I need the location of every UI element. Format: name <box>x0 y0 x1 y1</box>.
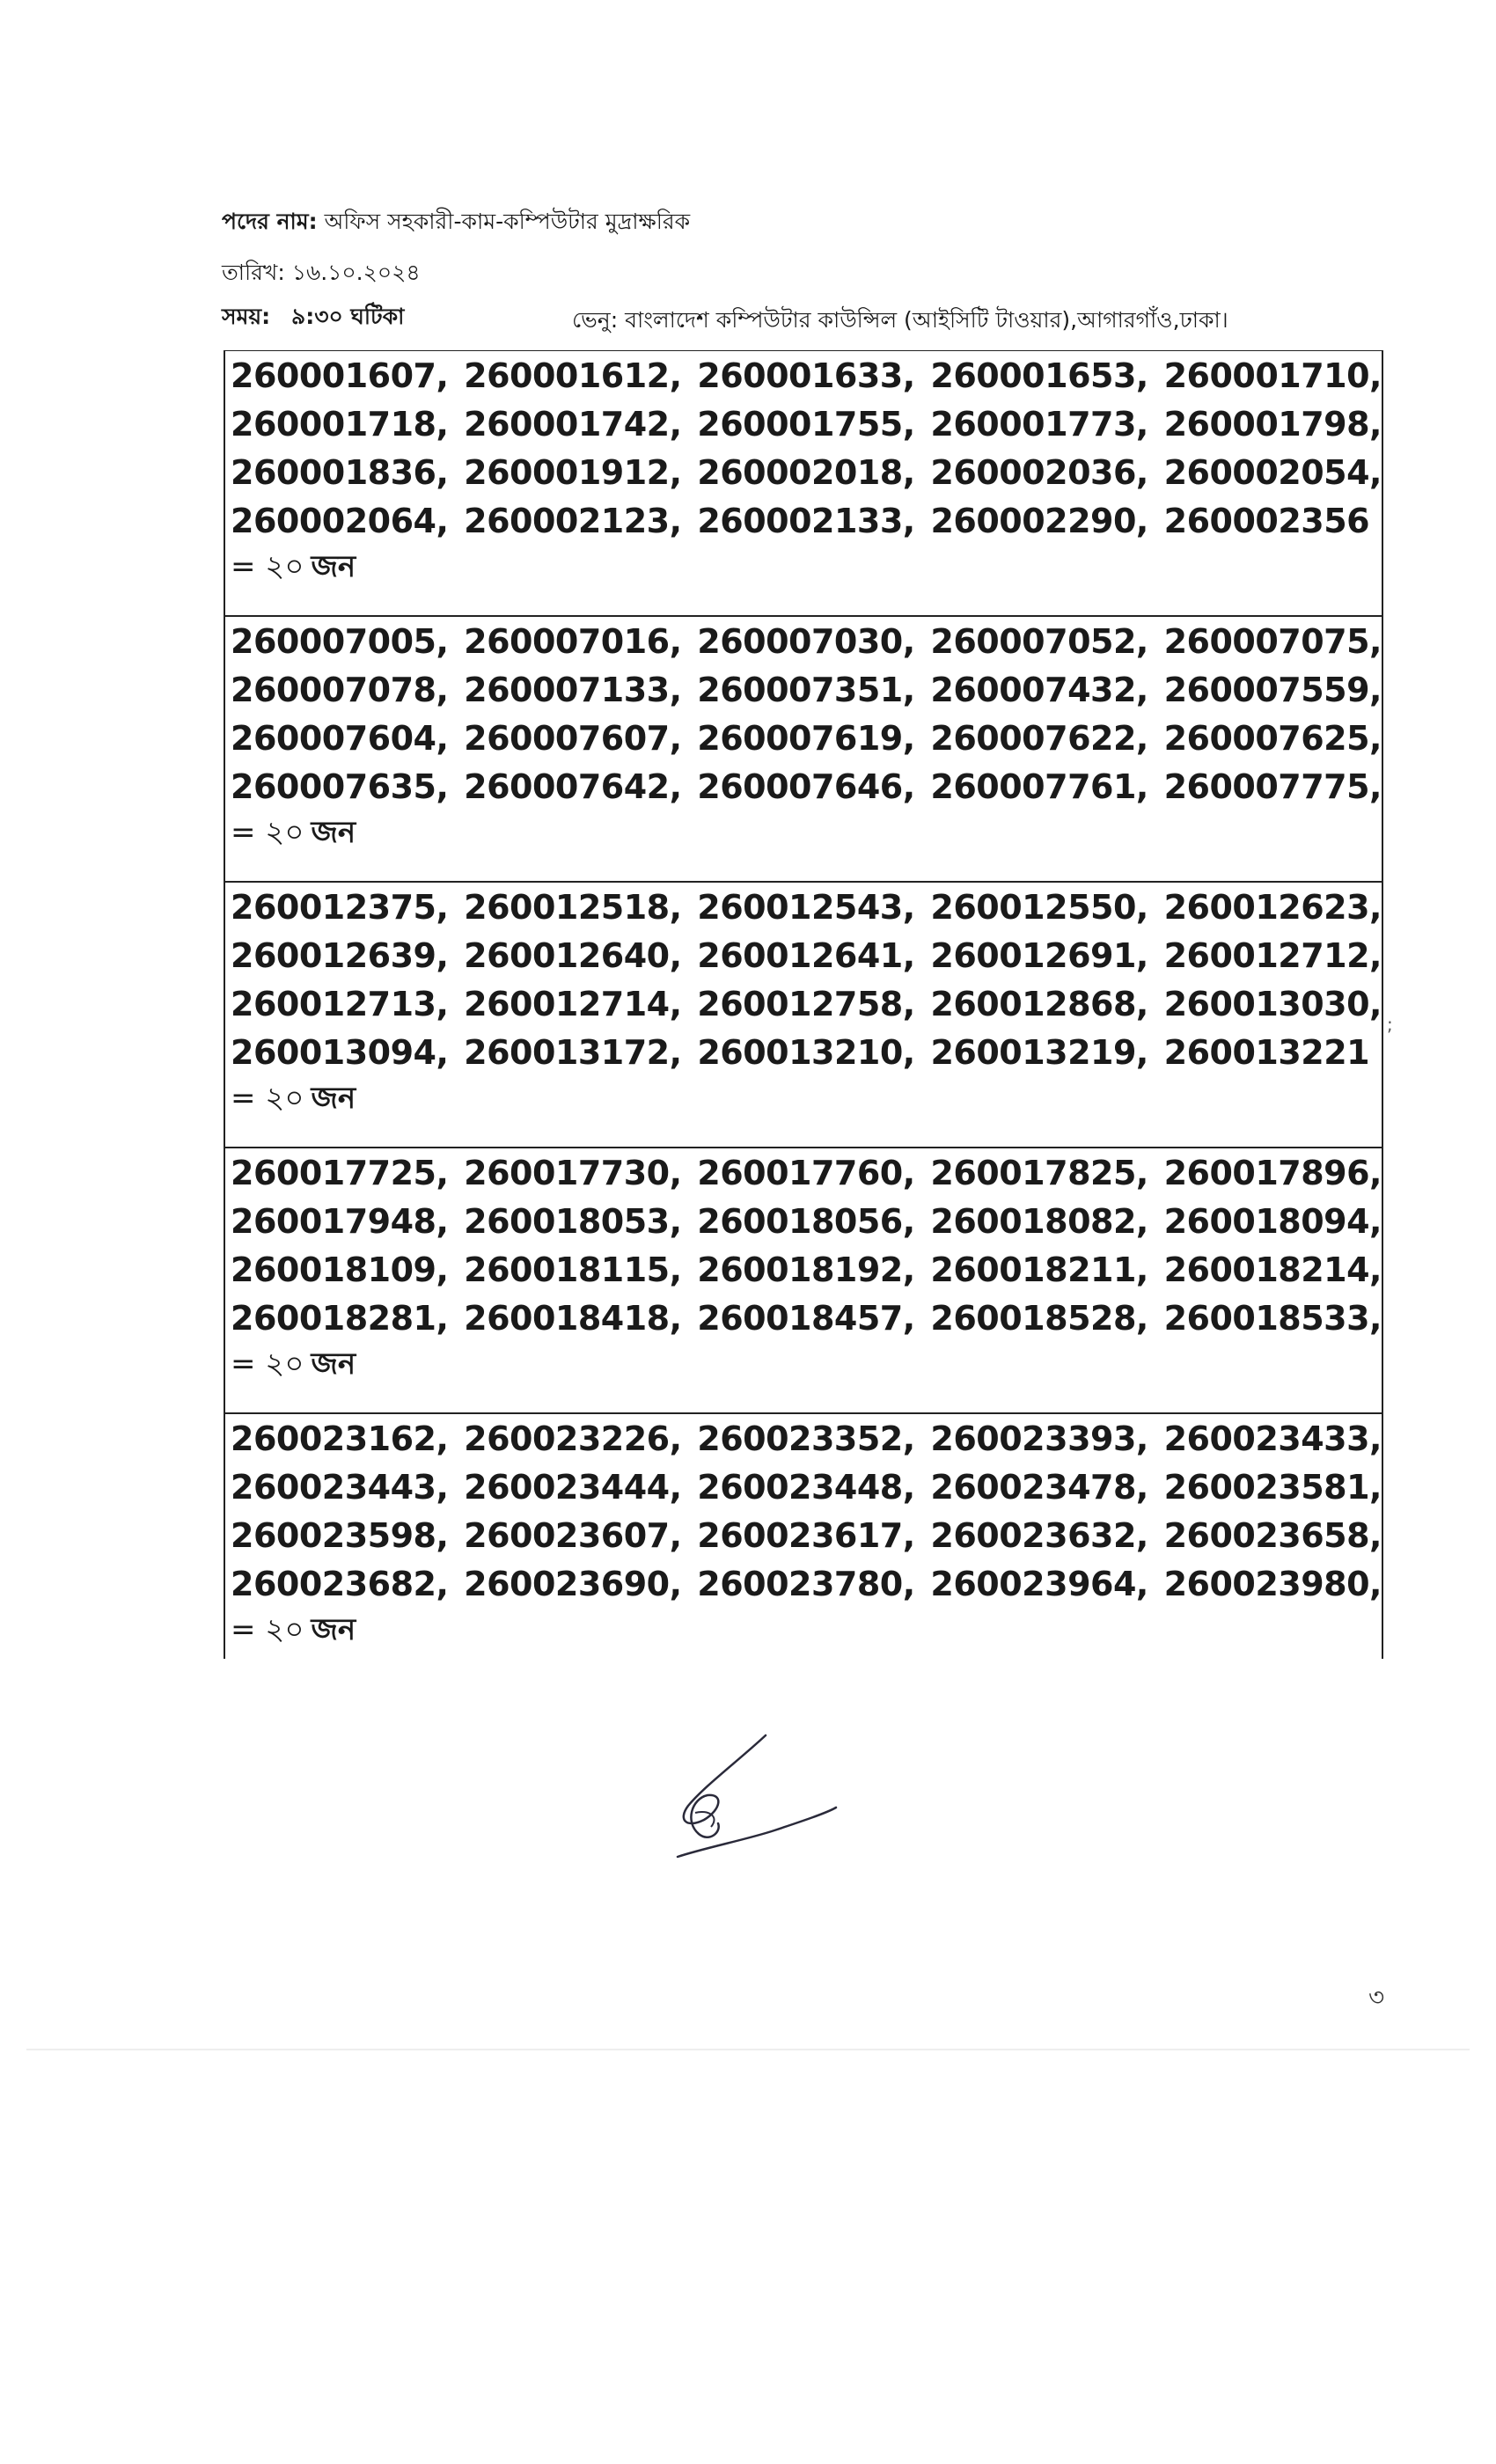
count-unit: জন <box>311 815 356 850</box>
roll-number-cell: 260002064, <box>231 501 449 540</box>
roll-number-cell: 260018211, <box>930 1250 1148 1289</box>
roll-number-cell: 260007642, <box>464 766 682 806</box>
roll-number-cell: 260012641, <box>697 935 915 975</box>
roll-number-cell: 260023444, <box>464 1467 682 1507</box>
roll-row <box>231 762 1382 810</box>
roll-number-cell: 260007005, <box>231 621 449 661</box>
roll-number-cell: 260017760, <box>697 1153 915 1192</box>
roll-number-cell: 260013172, <box>464 1032 682 1072</box>
roll-number-cell: 260007030, <box>697 621 915 661</box>
count-value: = ২০ <box>231 549 304 584</box>
roll-row <box>231 448 1382 496</box>
count-unit: জন <box>311 1346 356 1382</box>
date-line <box>222 255 421 293</box>
roll-number-cell: 260007016, <box>464 621 682 661</box>
roll-number-cell: 260002036, <box>930 452 1148 492</box>
post-value: অফিস সহকারী-কাম-কম্পিউটার মুদ্রাক্ষরিক <box>324 209 691 234</box>
roll-block <box>225 351 1382 617</box>
scan-edge-line <box>26 2049 1470 2050</box>
roll-number-cell: 260017948, <box>231 1201 449 1241</box>
count-unit: জন <box>311 1081 356 1116</box>
roll-number-cell: 260023780, <box>697 1564 915 1603</box>
roll-number-cell: 260023617, <box>697 1515 915 1555</box>
roll-number-cell: 260018192, <box>697 1250 915 1289</box>
roll-number-cell: 260001710, <box>1163 356 1382 395</box>
count-value: = ২০ <box>231 1346 304 1382</box>
roll-number-cell: 260018418, <box>464 1298 682 1338</box>
roll-number-cell: 260007559, <box>1163 670 1382 709</box>
roll-number-cell: 260013030, <box>1163 984 1382 1023</box>
roll-number-cell: 260012758, <box>697 984 915 1023</box>
roll-row <box>231 931 1382 979</box>
roll-number-cell: 260007052, <box>930 621 1148 661</box>
roll-row <box>231 1028 1382 1076</box>
post-line <box>222 204 690 242</box>
roll-number-cell: 260013219, <box>930 1032 1148 1072</box>
roll-number-cell: 260012543, <box>697 887 915 927</box>
roll-number-cell: 260012375, <box>231 887 449 927</box>
roll-number-cell: 260018115, <box>464 1250 682 1289</box>
roll-row <box>231 1414 1382 1463</box>
roll-number-cell: 260023682, <box>231 1564 449 1603</box>
roll-number-cell: 260007761, <box>930 766 1148 806</box>
roll-row <box>231 665 1382 714</box>
roll-number-cell: 260013221 <box>1163 1032 1370 1072</box>
roll-number-cell: 260002290, <box>930 501 1148 540</box>
roll-number-cell: 260007604, <box>231 718 449 758</box>
roll-number-cell: 260023433, <box>1163 1419 1382 1458</box>
count-value: = ২০ <box>231 1081 304 1116</box>
roll-number-cell: 260012550, <box>930 887 1148 927</box>
roll-number-cell: 260001653, <box>930 356 1148 395</box>
block-count <box>231 810 1382 859</box>
roll-number-cell: 260012518, <box>464 887 682 927</box>
roll-number-cell: 260007075, <box>1163 621 1382 661</box>
roll-number-cell: 260017730, <box>464 1153 682 1192</box>
roll-number-cell: 260001633, <box>697 356 915 395</box>
roll-number-cell: 260018053, <box>464 1201 682 1241</box>
roll-number-cell: 260007351, <box>697 670 915 709</box>
post-label: পদের নাম: <box>222 209 318 234</box>
roll-number-cell: 260023658, <box>1163 1515 1382 1555</box>
roll-number-cell: 260001612, <box>464 356 682 395</box>
roll-number-cell: 260007133, <box>464 670 682 709</box>
roll-number-cell: 260001798, <box>1163 404 1382 444</box>
roll-number-cell: 260007625, <box>1163 718 1382 758</box>
roll-number-cell: 260007646, <box>697 766 915 806</box>
roll-row <box>231 1463 1382 1511</box>
roll-row <box>231 883 1382 931</box>
roll-number-cell: 260002054, <box>1163 452 1382 492</box>
roll-number-table <box>224 350 1383 1659</box>
roll-number-cell: 260007635, <box>231 766 449 806</box>
signature <box>669 1725 845 1866</box>
roll-number-cell: 260018281, <box>231 1298 449 1338</box>
roll-number-cell: 260002123, <box>464 501 682 540</box>
roll-number-cell: 260012714, <box>464 984 682 1023</box>
roll-number-cell: 260018082, <box>930 1201 1148 1241</box>
roll-row <box>231 1294 1382 1342</box>
count-unit: জন <box>311 1612 356 1647</box>
roll-block <box>225 1148 1382 1414</box>
roll-block <box>225 1414 1382 1659</box>
roll-number-cell: 260023443, <box>231 1467 449 1507</box>
time-value: ৯:৩০ ঘটিকা <box>290 304 405 329</box>
roll-row <box>231 1559 1382 1608</box>
roll-number-cell: 260007622, <box>930 718 1148 758</box>
roll-number-cell: 260001742, <box>464 404 682 444</box>
date-label: তারিখ: <box>222 260 285 285</box>
roll-row <box>231 617 1382 665</box>
roll-number-cell: 260017825, <box>930 1153 1148 1192</box>
roll-number-cell: 260018528, <box>930 1298 1148 1338</box>
roll-number-cell: 260012623, <box>1163 887 1382 927</box>
roll-number-cell: 260023581, <box>1163 1467 1382 1507</box>
block-count <box>231 545 1382 593</box>
roll-number-cell: 260018214, <box>1163 1250 1382 1289</box>
roll-number-cell: 260007619, <box>697 718 915 758</box>
roll-number-cell: 260017896, <box>1163 1153 1382 1192</box>
margin-mark: ; <box>1387 1014 1393 1035</box>
venue-label: ভেনু: <box>572 307 619 333</box>
roll-row <box>231 496 1382 545</box>
date-value: ১৬.১০.২০২৪ <box>291 260 421 285</box>
roll-number-cell: 260001912, <box>464 452 682 492</box>
count-value: = ২০ <box>231 815 304 850</box>
roll-number-cell: 260001755, <box>697 404 915 444</box>
roll-number-cell: 260012639, <box>231 935 449 975</box>
roll-row <box>231 714 1382 762</box>
roll-number-cell: 260018533, <box>1163 1298 1382 1338</box>
page-number: ৩ <box>1368 1983 1385 2012</box>
roll-block <box>225 617 1382 883</box>
roll-number-cell: 260012712, <box>1163 935 1382 975</box>
roll-block <box>225 883 1382 1148</box>
roll-number-cell: 260007078, <box>231 670 449 709</box>
roll-number-cell: 260023478, <box>930 1467 1148 1507</box>
block-count <box>231 1076 1382 1125</box>
roll-number-cell: 260002018, <box>697 452 915 492</box>
roll-number-cell: 260018109, <box>231 1250 449 1289</box>
time-label: সময়: <box>222 304 271 329</box>
roll-number-cell: 260012640, <box>464 935 682 975</box>
roll-number-cell: 260017725, <box>231 1153 449 1192</box>
roll-number-cell: 260023393, <box>930 1419 1148 1458</box>
roll-number-cell: 260023964, <box>930 1564 1148 1603</box>
count-unit: জন <box>311 549 356 584</box>
roll-number-cell: 260002356 <box>1163 501 1370 540</box>
venue-value: বাংলাদেশ কম্পিউটার কাউন্সিল (আইসিটি টাওয়ার),আগারগাঁও,ঢাকা। <box>625 307 1228 333</box>
roll-number-cell: 260007775, <box>1163 766 1382 806</box>
roll-number-cell: 260018457, <box>697 1298 915 1338</box>
roll-number-cell: 260023690, <box>464 1564 682 1603</box>
roll-number-cell: 260007607, <box>464 718 682 758</box>
roll-row <box>231 979 1382 1028</box>
roll-row <box>231 351 1382 400</box>
roll-number-cell: 260007432, <box>930 670 1148 709</box>
roll-number-cell: 260018094, <box>1163 1201 1382 1241</box>
roll-number-cell: 260013094, <box>231 1032 449 1072</box>
roll-row <box>231 1511 1382 1559</box>
roll-number-cell: 260023226, <box>464 1419 682 1458</box>
roll-number-cell: 260023980, <box>1163 1564 1382 1603</box>
block-count <box>231 1342 1382 1390</box>
roll-number-cell: 260012868, <box>930 984 1148 1023</box>
time-line <box>222 299 404 337</box>
roll-number-cell: 260018056, <box>697 1201 915 1241</box>
roll-number-cell: 260001773, <box>930 404 1148 444</box>
venue-line <box>572 303 1228 341</box>
roll-number-cell: 260002133, <box>697 501 915 540</box>
roll-number-cell: 260001836, <box>231 452 449 492</box>
roll-number-cell: 260023352, <box>697 1419 915 1458</box>
count-value: = ২০ <box>231 1612 304 1647</box>
roll-number-cell: 260023632, <box>930 1515 1148 1555</box>
roll-number-cell: 260013210, <box>697 1032 915 1072</box>
roll-number-cell: 260023448, <box>697 1467 915 1507</box>
roll-number-cell: 260001718, <box>231 404 449 444</box>
roll-row <box>231 1148 1382 1197</box>
block-count <box>231 1608 1382 1656</box>
roll-number-cell: 260001607, <box>231 356 449 395</box>
roll-row <box>231 1197 1382 1245</box>
roll-number-cell: 260023162, <box>231 1419 449 1458</box>
roll-row <box>231 1245 1382 1294</box>
roll-row <box>231 400 1382 448</box>
roll-number-cell: 260023598, <box>231 1515 449 1555</box>
roll-number-cell: 260012713, <box>231 984 449 1023</box>
roll-number-cell: 260023607, <box>464 1515 682 1555</box>
roll-number-cell: 260012691, <box>930 935 1148 975</box>
